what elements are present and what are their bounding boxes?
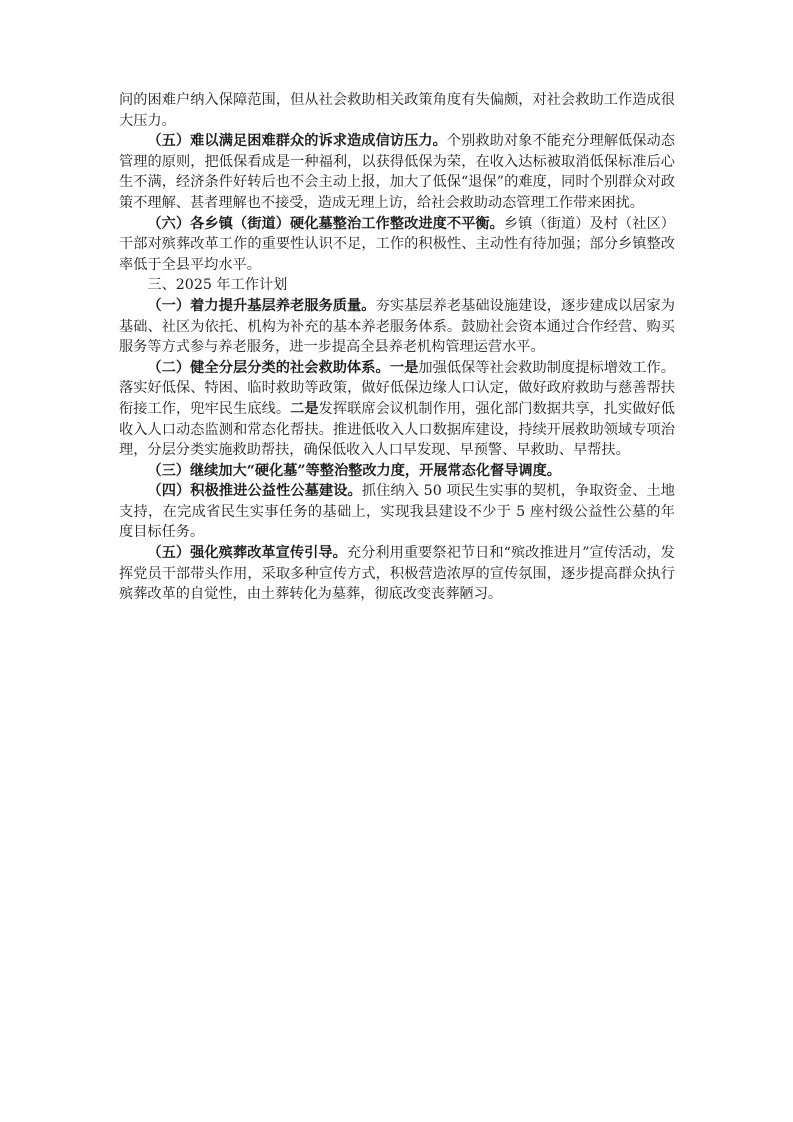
paragraph-heading: （一）着力提升基层养老服务质量。 bbox=[147, 297, 376, 314]
paragraph-issue-6 bbox=[119, 214, 675, 276]
paragraph-plan-3 bbox=[119, 461, 675, 482]
paragraph-subpoint-marker: 一是 bbox=[389, 359, 419, 376]
paragraph-heading: （六）各乡镇（街道）硬化墓整治工作整改进度不平衡。 bbox=[147, 215, 504, 232]
paragraph-plan-1 bbox=[119, 296, 675, 358]
paragraph-plan-2 bbox=[119, 358, 675, 461]
paragraph-text: 发挥联席会议机制作用，强化部门数据共享，扎实做好低收入人口动态监测和常态化帮扶。推进低收入人口数据库建设，持续开展救助领域专项治理，分层分类实施救助帮扶，确保低收入人口早发现、早预警、早救助、早帮扶。 bbox=[119, 400, 675, 459]
paragraph-heading: （三）继续加大“硬化墓”等整治整改力度，开展常态化督导调度。 bbox=[147, 462, 561, 479]
paragraph-text: 个别救助对象不能充分理解低保动态管理的原则，把低保看成是一种福利，以获得低保为荣，在收入达标被取消低保标准后心生不满，经济条件好转后也不会主动上报，加大了低保“退保”的难度，同时个别群众对政策不理解、甚者理解也不接受，造成无理上访，给社会救助动态管理工作带来困扰。 bbox=[119, 133, 675, 211]
section-heading-2025-plan bbox=[119, 275, 675, 296]
paragraph-subpoint-marker: 二是 bbox=[290, 400, 319, 417]
paragraph-plan-4 bbox=[119, 481, 675, 543]
paragraph-text: 充分利用重要祭祀节日和“殡改推进月”宣传活动，发挥党员干部带头作用，采取多种宣传方式，积极营造浓厚的宣传氛围，逐步提高群众执行殡葬改革的自觉性，由土葬转化为墓葬，彻底改变丧葬陋习。 bbox=[119, 545, 675, 603]
paragraph-text: 问的困难户纳入保障范围，但从社会救助相关政策角度有失偏颇，对社会救助工作造成很大压力。 bbox=[119, 92, 675, 129]
paragraph-heading: （五）难以满足困难群众的诉求造成信访压力。 bbox=[147, 133, 447, 150]
paragraph-text: 乡镇（街道）及村（社区）干部对殡葬改革工作的重要性认识不足，工作的积极性、主动性有待加强；部分乡镇整改率低于全县平均水平。 bbox=[119, 215, 675, 273]
document-body bbox=[119, 90, 675, 605]
paragraph-continued bbox=[119, 90, 675, 131]
paragraph-text: 抓住纳入 50 项民生实事的契机，争取资金、土地支持，在完成省民生实事任务的基础上，实现我县建设不少于 5 座村级公益性公墓的年度目标任务。 bbox=[119, 483, 675, 541]
paragraph-text: 加强低保等社会救助制度提标增效工作。落实好低保、特困、临时救助等政策，做好低保边缘人口认定，做好政府救助与慈善帮扶衔接工作，兜牢民生底线。 bbox=[119, 359, 675, 417]
paragraph-plan-5 bbox=[119, 543, 675, 605]
paragraph-heading: （二）健全分层分类的社会救助体系。 bbox=[147, 359, 390, 376]
paragraph-issue-5 bbox=[119, 131, 675, 213]
paragraph-heading: （四）积极推进公益性公墓建设。 bbox=[147, 483, 362, 500]
section-heading-text: 三、2025 年工作计划 bbox=[147, 277, 288, 294]
paragraph-heading: （五）强化殡葬改革宣传引导。 bbox=[147, 545, 347, 562]
paragraph-text: 夯实基层养老基础设施建设，逐步建成以居家为基础、社区为依托、机构为补充的基本养老服务体系。鼓励社会资本通过合作经营、购买服务等方式参与养老服务，进一步提高全县养老机构管理运营水平。 bbox=[119, 297, 675, 356]
